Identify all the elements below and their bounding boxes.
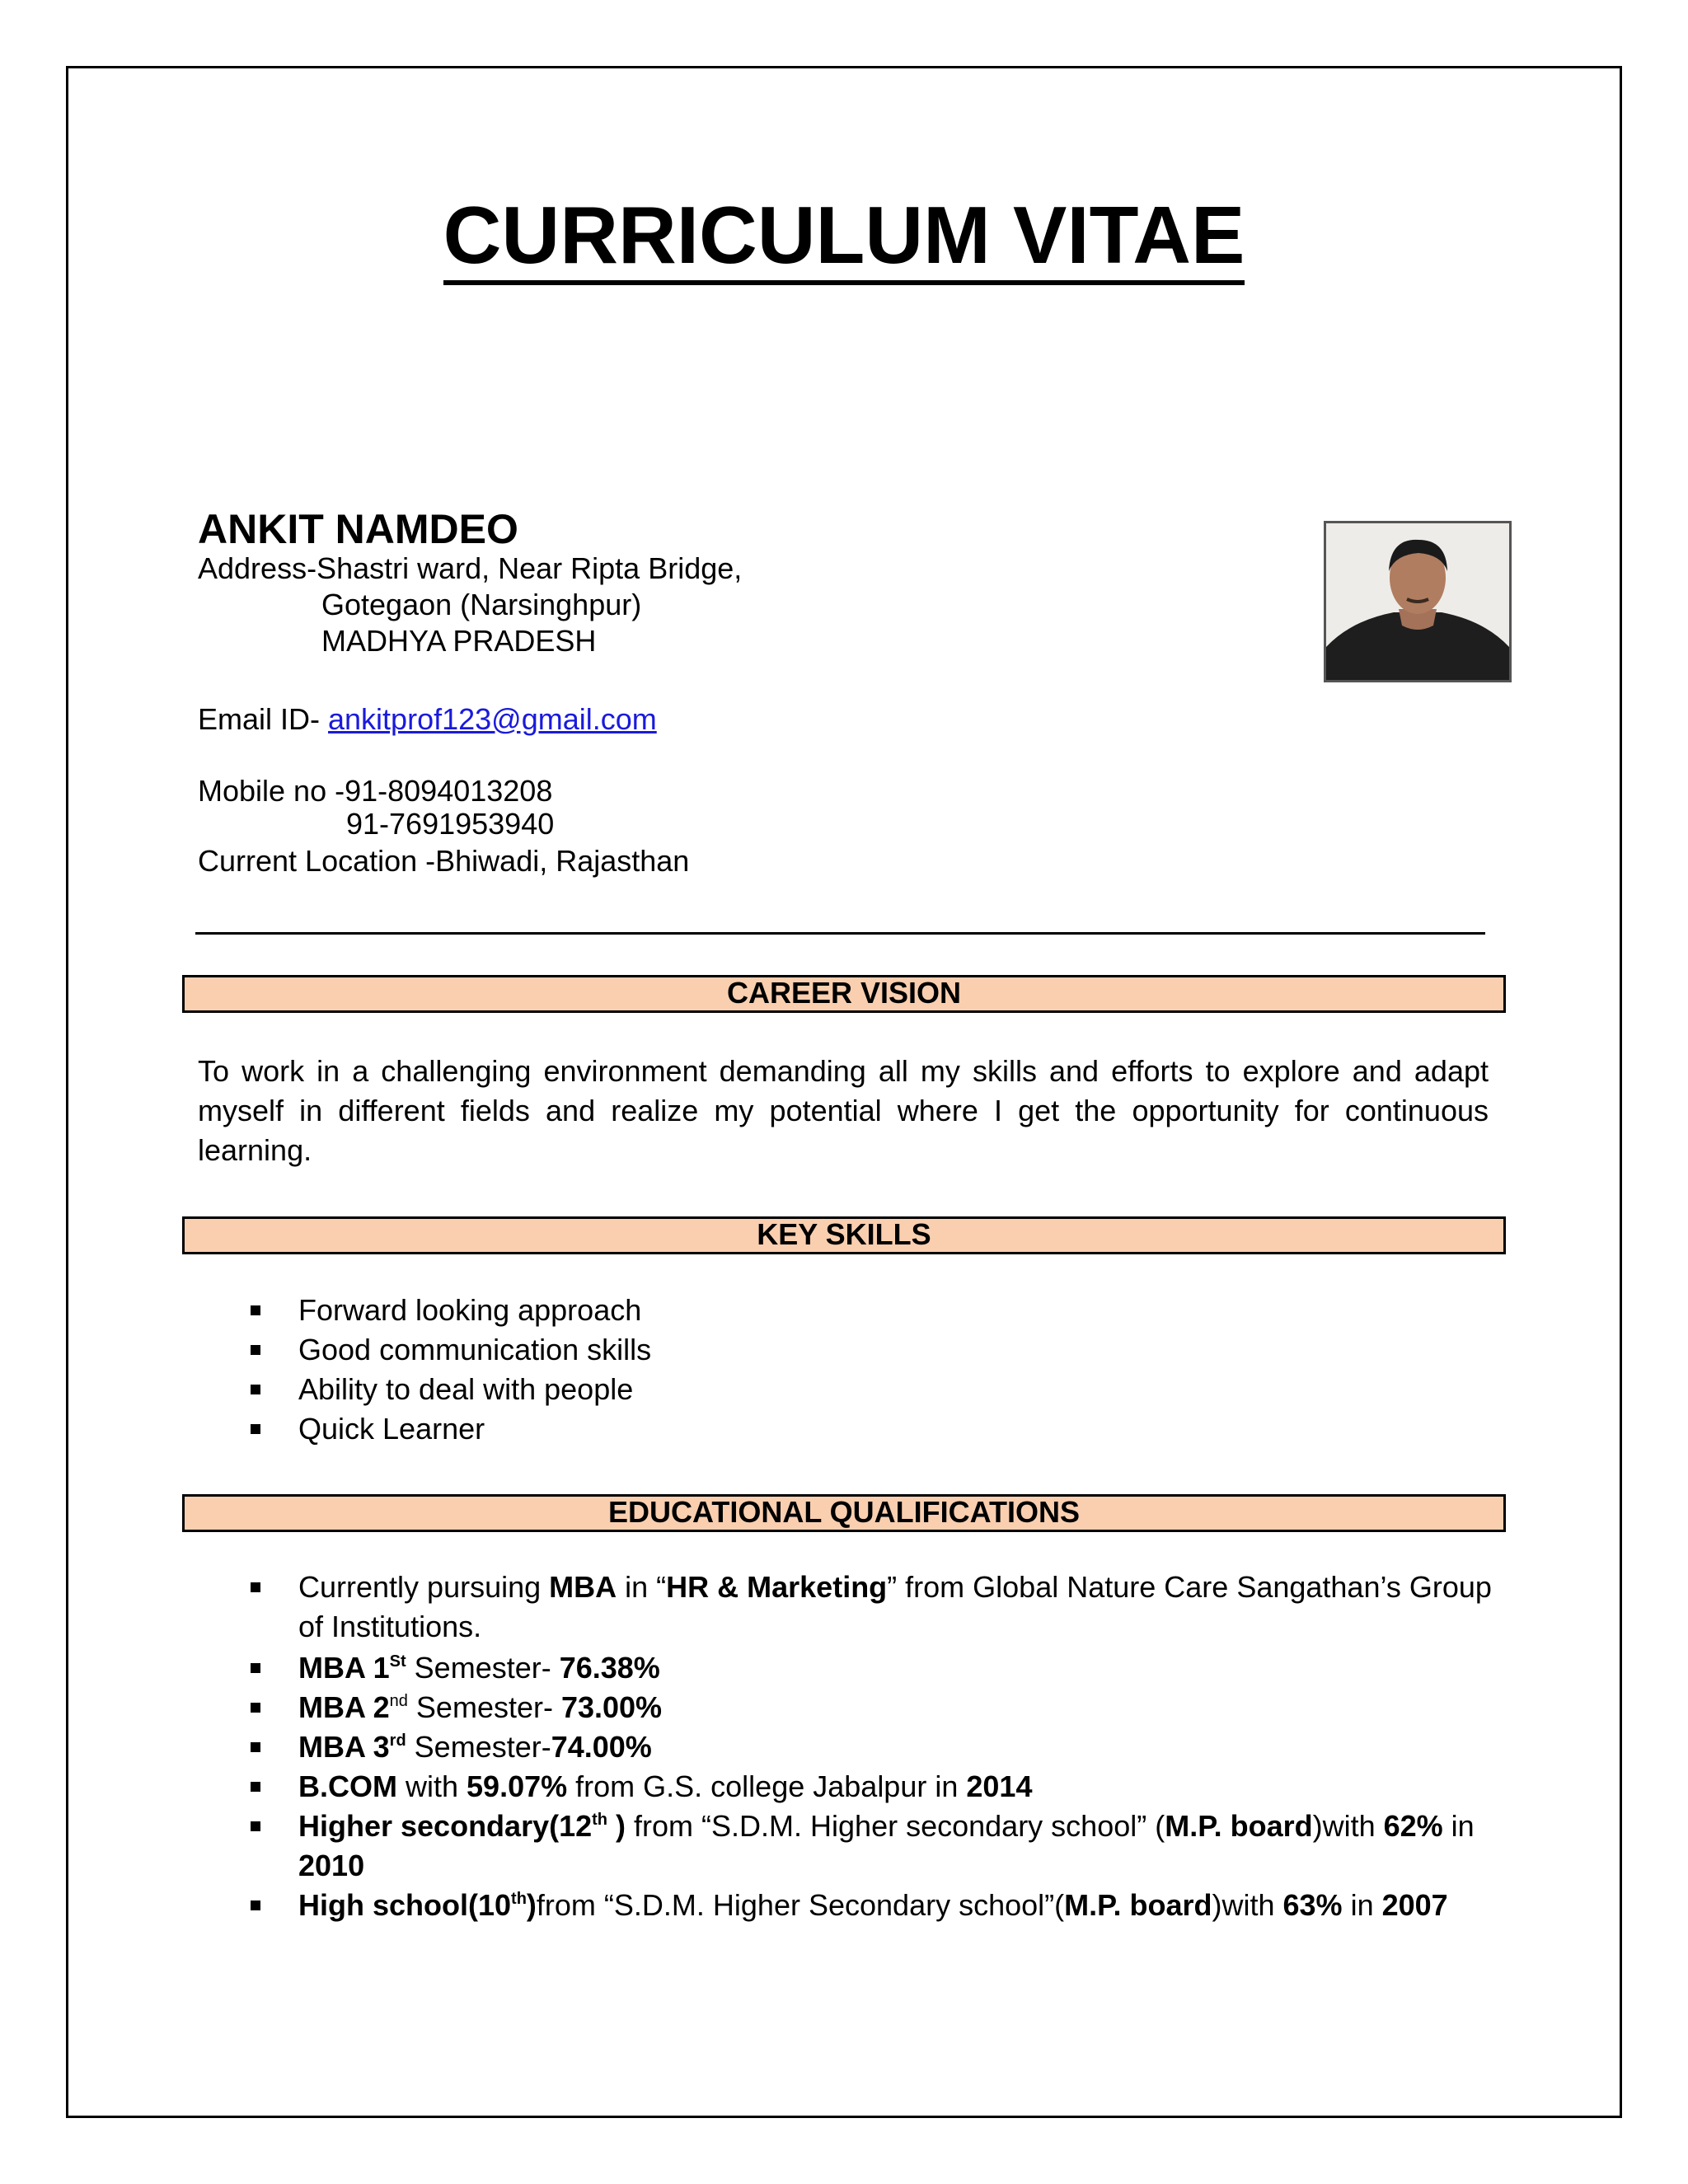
bullet-icon [251,1424,260,1434]
profile-photo [1324,521,1512,682]
list-item: MBA 1St Semester- 76.38% [198,1648,1508,1688]
career-vision-header: CAREER VISION [182,975,1506,1013]
bullet-icon [251,1345,260,1355]
address-line-3: MADHYA PRADESH [321,624,597,658]
address-line-2: Gotegaon (Narsinghpur) [321,588,642,621]
bullet-icon [251,1582,260,1592]
candidate-name: ANKIT NAMDEO [198,506,518,552]
education-header: EDUCATIONAL QUALIFICATIONS [182,1494,1506,1532]
header-divider [195,932,1485,935]
list-item: Good communication skills [198,1330,651,1370]
list-item: Forward looking approach [198,1291,651,1330]
mobile-number-2: 91-7691953940 [346,807,555,841]
email-label: Email ID- [198,702,329,736]
list-item: High school(10th)from “S.D.M. Higher Secondary school”(M.P. board)with 63% in 2007 [198,1886,1508,1925]
list-item: Higher secondary(12th ) from “S.D.M. Higher secondary school” (M.P. board)with 62% in 2010 [198,1807,1508,1886]
skills-list [198,1291,651,1449]
current-location: Current Location -Bhiwadi, Rajasthan [198,844,690,878]
list-item: B.COM with 59.07% from G.S. college Jabalpur in 2014 [198,1767,1508,1807]
email-link[interactable]: ankitprof123@gmail.com [328,702,657,736]
bullet-icon [251,1703,260,1713]
list-item: Currently pursuing MBA in “HR & Marketing” from Global Nature Care Sangathan’s Group of Institutions. [198,1568,1508,1647]
email-row [198,703,657,736]
person-photo-icon [1326,523,1509,680]
key-skills-header: KEY SKILLS [182,1216,1506,1254]
bullet-icon [251,1305,260,1315]
career-vision-text: To work in a challenging environment demanding all my skills and efforts to explore and adapt myself in different fields and realize my potential where I get the opportunity for continuous learning. [198,1054,1489,1167]
mobile-number-1: 91-8094013208 [345,774,553,808]
list-item: MBA 3rd Semester-74.00% [198,1727,1508,1767]
address-line-1: Address-Shastri ward, Near Ripta Bridge, [198,551,743,585]
bullet-icon [251,1821,260,1831]
education-list [198,1568,1508,1925]
bullet-icon [251,1663,260,1673]
bullet-icon [251,1385,260,1394]
bullet-icon [251,1782,260,1792]
bullet-icon [251,1742,260,1752]
list-item: Quick Learner [198,1409,651,1449]
list-item: Ability to deal with people [198,1370,651,1409]
page-title: CURRICULUM VITAE [0,191,1688,280]
list-item: MBA 2nd Semester- 73.00% [198,1688,1508,1727]
bullet-icon [251,1900,260,1910]
mobile-label: Mobile no - [198,774,345,808]
mobile-row [198,775,552,808]
